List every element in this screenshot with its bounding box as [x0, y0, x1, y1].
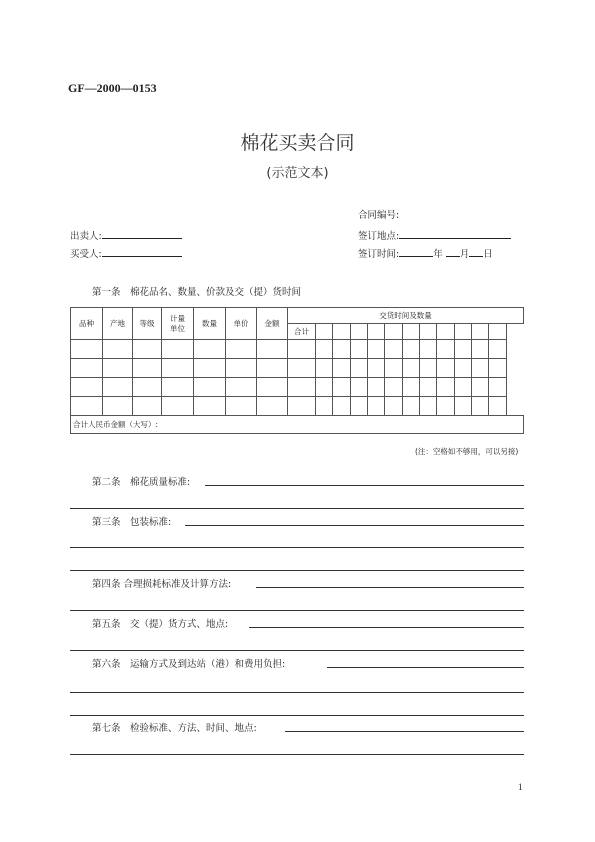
table-row [71, 378, 524, 397]
header-subtotal: 合计 [288, 324, 316, 340]
header-unit-price: 单价 [226, 308, 257, 340]
seller-blank[interactable] [102, 227, 182, 239]
header-quantity: 数量 [194, 308, 226, 340]
article-5-heading: 第五条 交（提）货方式、地点: [92, 619, 229, 630]
article-3-blank[interactable] [185, 525, 524, 526]
goods-table [70, 307, 524, 434]
contract-number-label: 合同编号: [358, 210, 400, 221]
sign-time-label: 签订时间: [358, 249, 400, 260]
article-6-heading: 第六条 运输方式及到达站（港）和费用负担: [92, 659, 286, 670]
sign-place-blank[interactable] [399, 227, 511, 239]
table-row [71, 359, 524, 378]
article-1-heading: 第一条 棉花品名、数量、价款及交（提）货时间 [92, 287, 302, 298]
table-row [71, 340, 524, 359]
header-variety: 品种 [71, 308, 103, 340]
month-label: 月 [459, 249, 470, 260]
table-row [71, 397, 524, 416]
article-2-blank[interactable] [205, 485, 524, 486]
day-label: 日 [483, 249, 493, 260]
standard-code: GF—2000—0153 [68, 81, 157, 95]
article-3-heading: 第三条 包装标准: [92, 517, 172, 528]
article-6-blank[interactable] [327, 667, 524, 668]
header-unit: 计量 单位 [162, 308, 194, 340]
article-4-blank[interactable] [256, 587, 524, 588]
header-delivery-schedule: 交货时间及数量 [288, 308, 524, 324]
header-grade: 等级 [133, 308, 162, 340]
article-2-heading: 第二条 棉花质量标准: [92, 477, 191, 488]
day-blank[interactable] [469, 245, 483, 257]
article-3-line-2[interactable] [70, 570, 524, 571]
seller-label: 出卖人: [70, 231, 102, 242]
article-5-blank[interactable] [249, 627, 524, 628]
header-amount: 金额 [257, 308, 288, 340]
month-blank[interactable] [446, 245, 460, 257]
year-blank[interactable] [399, 245, 433, 257]
article-7-line[interactable] [70, 754, 524, 755]
article-2-line[interactable] [70, 508, 524, 509]
sign-time-field [358, 245, 493, 260]
article-7-blank[interactable] [285, 731, 524, 732]
seller-field [70, 227, 182, 242]
buyer-label: 买受人: [70, 249, 102, 260]
document-subtitle: (示范文本) [266, 166, 329, 181]
header-origin: 产地 [103, 308, 133, 340]
sign-place-label: 签订地点: [358, 231, 400, 242]
table-note: (注：空格如不够用，可以另接) [415, 447, 519, 456]
article-5-line[interactable] [70, 650, 524, 651]
buyer-blank[interactable] [102, 245, 182, 257]
article-4-line[interactable] [70, 610, 524, 611]
article-3-line[interactable] [70, 547, 524, 548]
total-amount-row[interactable]: 合计人民币金额（大写）: [71, 416, 524, 434]
page-number: 1 [518, 782, 523, 792]
buyer-field [70, 245, 182, 260]
sign-place-field [358, 227, 511, 242]
article-6-line[interactable] [70, 692, 524, 693]
article-7-heading: 第七条 检验标准、方法、时间、地点: [92, 723, 257, 734]
year-label: 年 [433, 249, 443, 260]
article-6-line-2[interactable] [70, 715, 524, 716]
article-4-heading: 第四条 合理损耗标准及计算方法: [92, 579, 232, 590]
document-title: 棉花买卖合同 [240, 132, 355, 154]
